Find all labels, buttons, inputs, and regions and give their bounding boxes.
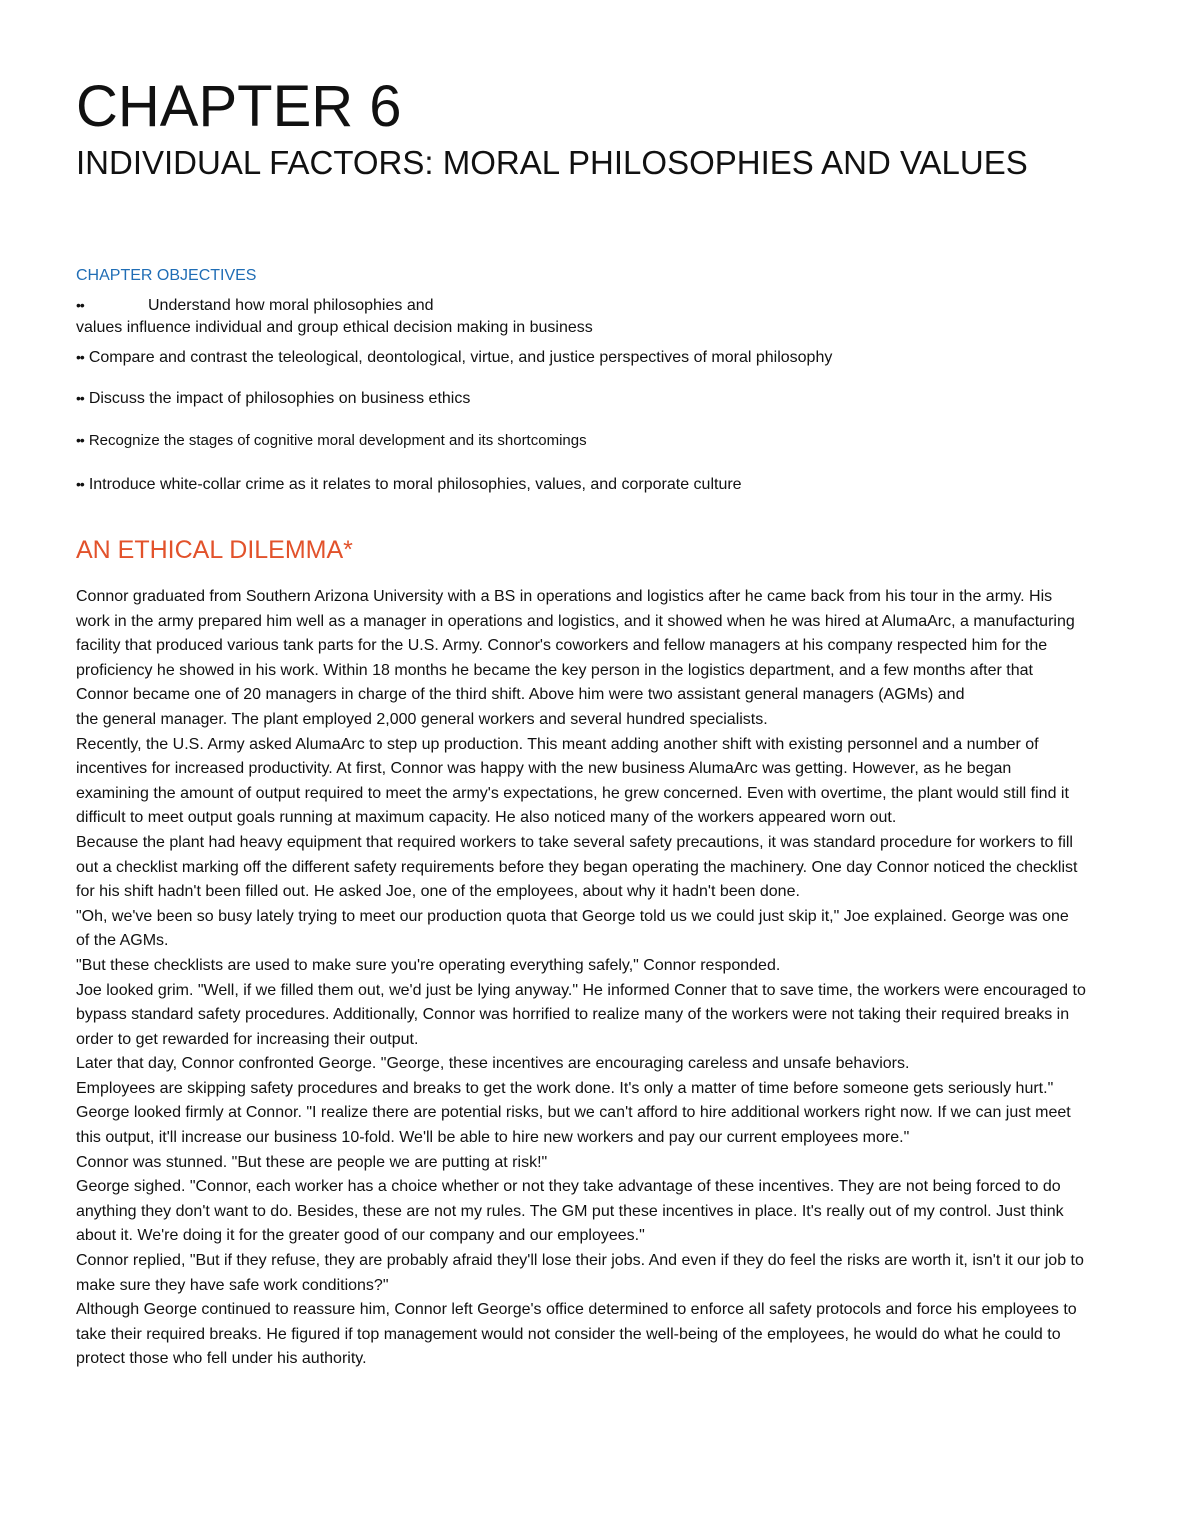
story-paragraph: Because the plant had heavy equipment that required workers to take several safety precautions, it was standard procedure for workers to fill out a checklist marking off the different safety requirements before they began operating the machinery. One day Connor noticed the checklist for his shift hadn't been filled out. He asked Joe, one of the employees, about why it hadn't been done.	[76, 833, 1078, 901]
bullet-icon: ••	[76, 432, 84, 448]
story-paragraph: Connor replied, "But if they refuse, they are probably afraid they'll lose their jobs. And even if they do feel the risks are worth it, isn't it our job to make sure they have safe work conditions?"	[76, 1252, 1084, 1294]
objective-text: Compare and contrast the teleological, deontological, virtue, and justice perspectives of moral philosophy	[88, 349, 833, 366]
objective-text: Discuss the impact of philosophies on business ethics	[88, 390, 471, 407]
story-paragraph: Connor was stunned. "But these are people we are putting at risk!"	[76, 1153, 548, 1171]
objectives-heading: CHAPTER OBJECTIVES	[76, 267, 257, 284]
dilemma-heading: AN ETHICAL DILEMMA*	[76, 536, 353, 564]
bullet-icon: ••	[76, 297, 84, 313]
story-paragraph: Employees are skipping safety procedures and breaks to get the work done. It's only a matter of time before someone gets seriously hurt."	[76, 1079, 1054, 1097]
objective-item-3	[76, 390, 470, 408]
chapter-title: INDIVIDUAL FACTORS: MORAL PHILOSOPHIES AND VALUES	[76, 144, 1028, 181]
story-paragraph: George sighed. "Connor, each worker has a choice whether or not they take advantage of these incentives. They are not being forced to do anything they don't want to do. Besides, these are not my rules. The GM put these incentives in place. It's really out of my control. Just think about it. We're doing it for the greater good of our company and our employees."	[76, 1178, 1064, 1245]
objective-text: Recognize the stages of cognitive moral development and its shortcomings	[88, 432, 587, 449]
story-paragraph: the general manager. The plant employed 2,000 general workers and several hundred specialists.	[76, 710, 768, 728]
story-paragraph: Although George continued to reassure him, Connor left George's office determined to enforce all safety protocols and force his employees to take their required breaks. He figured if top management would not consider the well-being of the employees, he would do what he could to protect those who fell under his authority.	[76, 1301, 1077, 1368]
story-paragraph: Joe looked grim. "Well, if we filled them out, we'd just be lying anyway." He informed Conner that to save time, the workers were encouraged to bypass standard safety procedures. Additionally, Connor was horrified to realize many of the workers were not taking their required breaks in order to get rewarded for increasing their output.	[76, 981, 1086, 1048]
objective-item-1	[76, 294, 593, 339]
objective-item-2	[76, 349, 832, 367]
objective-text: Introduce white-collar crime as it relates to moral philosophies, values, and corporate culture	[88, 476, 742, 493]
story-paragraph: Later that day, Connor confronted George. "George, these incentives are encouraging careless and unsafe behaviors.	[76, 1055, 910, 1073]
objective-item-4	[76, 432, 587, 449]
story-paragraph: "Oh, we've been so busy lately trying to meet our production quota that George told us we could just skip it," Joe explained. George was one of the AGMs.	[76, 907, 1069, 950]
story-paragraph: "But these checklists are used to make sure you're operating everything safely," Connor responded.	[76, 956, 781, 974]
story-paragraph: Recently, the U.S. Army asked AlumaArc to step up production. This meant adding another shift with existing personnel and a number of incentives for increased productivity. At first, Connor was happy with the new business AlumaArc was getting. However, as he began examining the amount of output required to meet the army's expectations, he grew concerned. Even with overtime, the plant would still find it difficult to meet output goals running at maximum capacity. He also noticed many of the workers appeared worn out.	[76, 735, 1069, 827]
objective-item-5	[76, 476, 742, 494]
story-paragraph: Connor graduated from Southern Arizona University with a BS in operations and logistics after he came back from his tour in the army. His work in the army prepared him well as a manager in operations and logistics, and it showed when he was hired at AlumaArc, a manufacturing facility that produced various tank parts for the U.S. Army. Connor's coworkers and fellow managers at his company respected him for the proficiency he showed in his work. Within 18 months he became the key person in the logistics department, and a few months after that Connor became one of 20 managers in charge of the third shift. Above him were two assistant general managers (AGMs) and	[76, 588, 1075, 704]
chapter-number: CHAPTER 6	[76, 74, 402, 139]
bullet-icon: ••	[76, 349, 84, 365]
objective-text-continuation: values influence individual and group ethical decision making in business	[76, 319, 593, 336]
dilemma-story	[76, 585, 1086, 1372]
objective-text: Understand how moral philosophies and	[148, 297, 434, 314]
bullet-icon: ••	[76, 390, 84, 406]
story-paragraph: George looked firmly at Connor. "I realize there are potential risks, but we can't afford to hire additional workers right now. If we can just meet this output, it'll increase our business 10-fold. We'll be able to hire new workers and pay our current employees more."	[76, 1104, 1071, 1147]
bullet-icon: ••	[76, 476, 84, 492]
